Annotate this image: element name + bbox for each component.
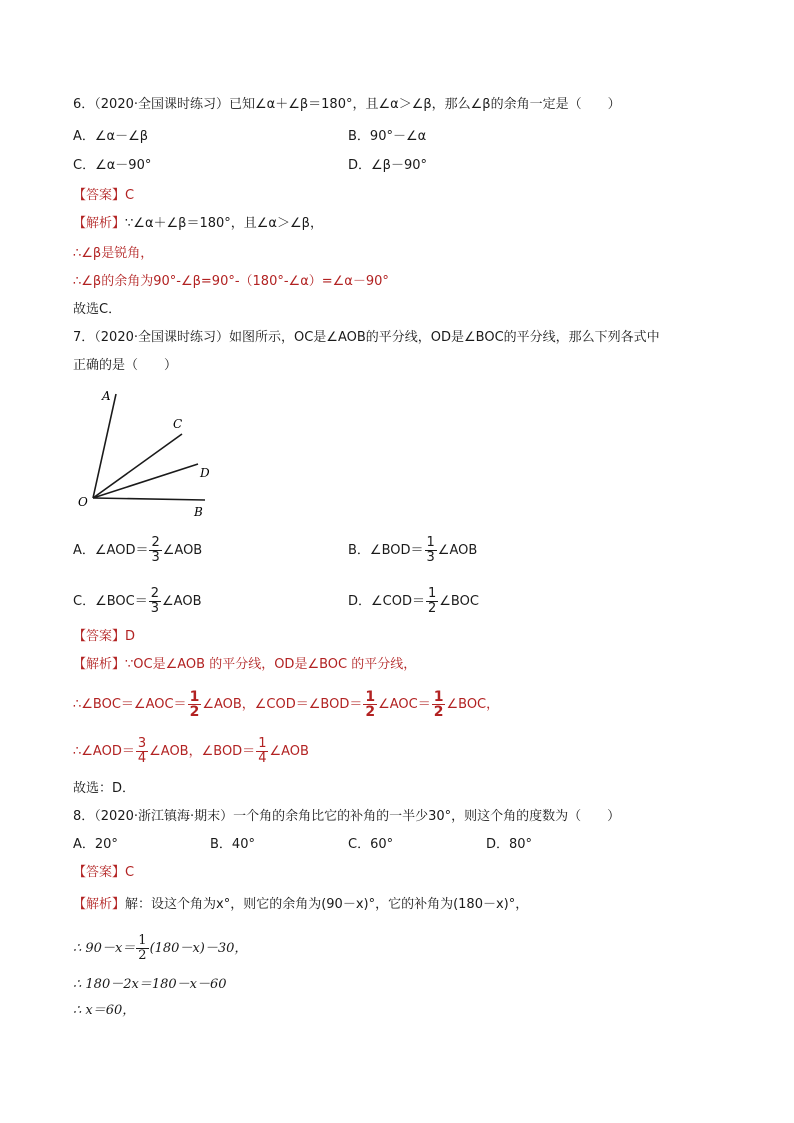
q7-analysis-text: ∵OC是∠AOB 的平分线，OD是∠BOC 的平分线， [125, 657, 417, 672]
q6-option-a: A．∠α－∠β [73, 129, 149, 144]
q8-answer: 【答案】C [73, 865, 135, 880]
frac-num: 1 [426, 535, 435, 550]
q8-eq1-pre: ∴ 90－x＝ [73, 941, 136, 956]
q7-opt-b-pre: B．∠BOD＝ [348, 543, 424, 558]
q7-opt-c-post: ∠AOB [162, 594, 202, 609]
fraction [256, 737, 268, 766]
q8-option-d: D．80° [486, 837, 533, 852]
q6-option-c: C．∠α－90° [73, 158, 152, 173]
ray-oc [93, 434, 182, 498]
q7-an2-a: ∴∠BOC＝∠AOC＝ [73, 697, 187, 712]
q6-stem: 6．（2020·全国课时练习）已知∠α＋∠β＝180°，且∠α＞∠β，那么∠β的余角一定是（ ） [73, 97, 621, 112]
q7-option-d [348, 587, 479, 616]
fraction [426, 587, 438, 616]
q8-option-c: C．60° [348, 837, 394, 852]
q7-opt-a-post: ∠AOB [162, 543, 203, 558]
q7-option-b [348, 536, 477, 565]
q7-stem-1: 7．（2020·全国课时练习）如图所示，OC是∠AOB的平分线，OD是∠BOC的平分线，那么下列各式中 [73, 330, 660, 345]
fraction [136, 737, 148, 766]
frac-den: 2 [138, 948, 147, 963]
frac-num: 1 [258, 736, 267, 751]
frac-den: 2 [428, 601, 437, 616]
frac-den: 2 [365, 704, 376, 720]
fraction [432, 690, 446, 719]
angle-figure [70, 388, 220, 518]
fraction [149, 536, 161, 565]
frac-den: 3 [150, 601, 160, 616]
q6-analysis-1 [73, 215, 323, 233]
q8-analysis-text: 解：设这个角为x°，则它的余角为(90－x)°，它的补角为(180－x)°， [125, 897, 529, 912]
frac-num: 1 [189, 689, 200, 705]
q8-option-b: B．40° [210, 837, 255, 852]
q7-stem-2: 正确的是（ ） [73, 358, 178, 373]
fraction [363, 690, 377, 719]
ray-oa [93, 394, 116, 498]
q7-answer: 【答案】D [73, 629, 136, 644]
frac-num: 1 [365, 689, 376, 705]
q7-an3-b: ∠AOB，∠BOD＝ [149, 744, 256, 759]
frac-num: 3 [137, 736, 147, 751]
fraction [425, 536, 437, 565]
q7-an3-a: ∴∠AOD＝ [73, 744, 135, 759]
q6-answer: 【答案】C [73, 188, 135, 203]
q7-analysis-1 [73, 656, 416, 674]
frac-den: 2 [433, 704, 444, 720]
frac-den: 4 [258, 751, 267, 766]
q6-analysis-2: ∴∠β是锐角， [73, 246, 154, 261]
q8-equation-3: ∴ x＝60， [73, 1003, 136, 1018]
frac-num: 1 [138, 933, 147, 948]
q8-stem: 8．（2020·浙江镇海·期末）一个角的余角比它的补角的一半少30°，则这个角的度数为（ ） [73, 809, 621, 824]
frac-num: 2 [151, 535, 160, 550]
label-a: A [102, 389, 111, 403]
q7-opt-d-post: ∠BOC [439, 594, 479, 609]
q7-opt-c-pre: C．∠BOC＝ [73, 594, 148, 609]
label-c: C [173, 417, 183, 431]
frac-den: 3 [151, 550, 160, 565]
fraction [149, 587, 161, 616]
q8-equation-1 [73, 934, 247, 963]
label-d: D [200, 466, 210, 480]
q7-opt-d-pre: D．∠COD＝ [348, 594, 425, 609]
q7-opt-b-post: ∠AOB [437, 543, 478, 558]
q8-analysis-tag: 【解析】 [73, 897, 126, 912]
q7-conclusion: 故选：D． [73, 781, 136, 796]
q6-option-b: B．90°－∠α [348, 129, 427, 144]
fraction [188, 690, 202, 719]
q7-analysis-3 [73, 737, 309, 766]
frac-num: 1 [433, 689, 444, 705]
frac-den: 2 [189, 704, 200, 720]
q8-analysis-1 [73, 896, 528, 914]
q7-option-c [73, 587, 202, 616]
frac-den: 3 [426, 550, 435, 565]
frac-num: 1 [428, 586, 437, 601]
q7-an3-c: ∠AOB [269, 744, 309, 759]
q6-option-d: D．∠β－90° [348, 158, 428, 173]
q7-analysis-2 [73, 690, 499, 719]
ray-od [93, 464, 198, 498]
q7-option-a [73, 536, 202, 565]
q7-analysis-tag: 【解析】 [73, 657, 126, 672]
q6-analysis-tag: 【解析】 [73, 216, 126, 231]
q8-option-a: A．20° [73, 837, 118, 852]
q7-opt-a-pre: A．∠AOD＝ [73, 543, 149, 558]
q7-an2-e: ∠BOC， [446, 697, 500, 712]
q6-analysis-3: ∴∠β的余角为90°-∠β=90°-（180°-∠α）=∠α－90° [73, 274, 389, 289]
q6-conclusion: 故选C． [73, 302, 122, 317]
q7-an2-b: ∠AOB，∠COD＝∠BOD＝ [202, 697, 363, 712]
fraction [136, 934, 148, 963]
label-o: O [78, 495, 88, 509]
q8-eq1-post: (180－x)－30， [149, 941, 248, 956]
ray-ob [93, 498, 205, 500]
frac-num: 2 [150, 586, 160, 601]
q8-equation-2: ∴ 180－2x＝180－x－60 [73, 977, 227, 992]
frac-den: 4 [137, 751, 147, 766]
label-b: B [194, 505, 203, 518]
q7-an2-c: ∠AOC＝ [378, 697, 431, 712]
q6-analysis-text: ∵∠α＋∠β＝180°，且∠α＞∠β， [125, 216, 323, 231]
